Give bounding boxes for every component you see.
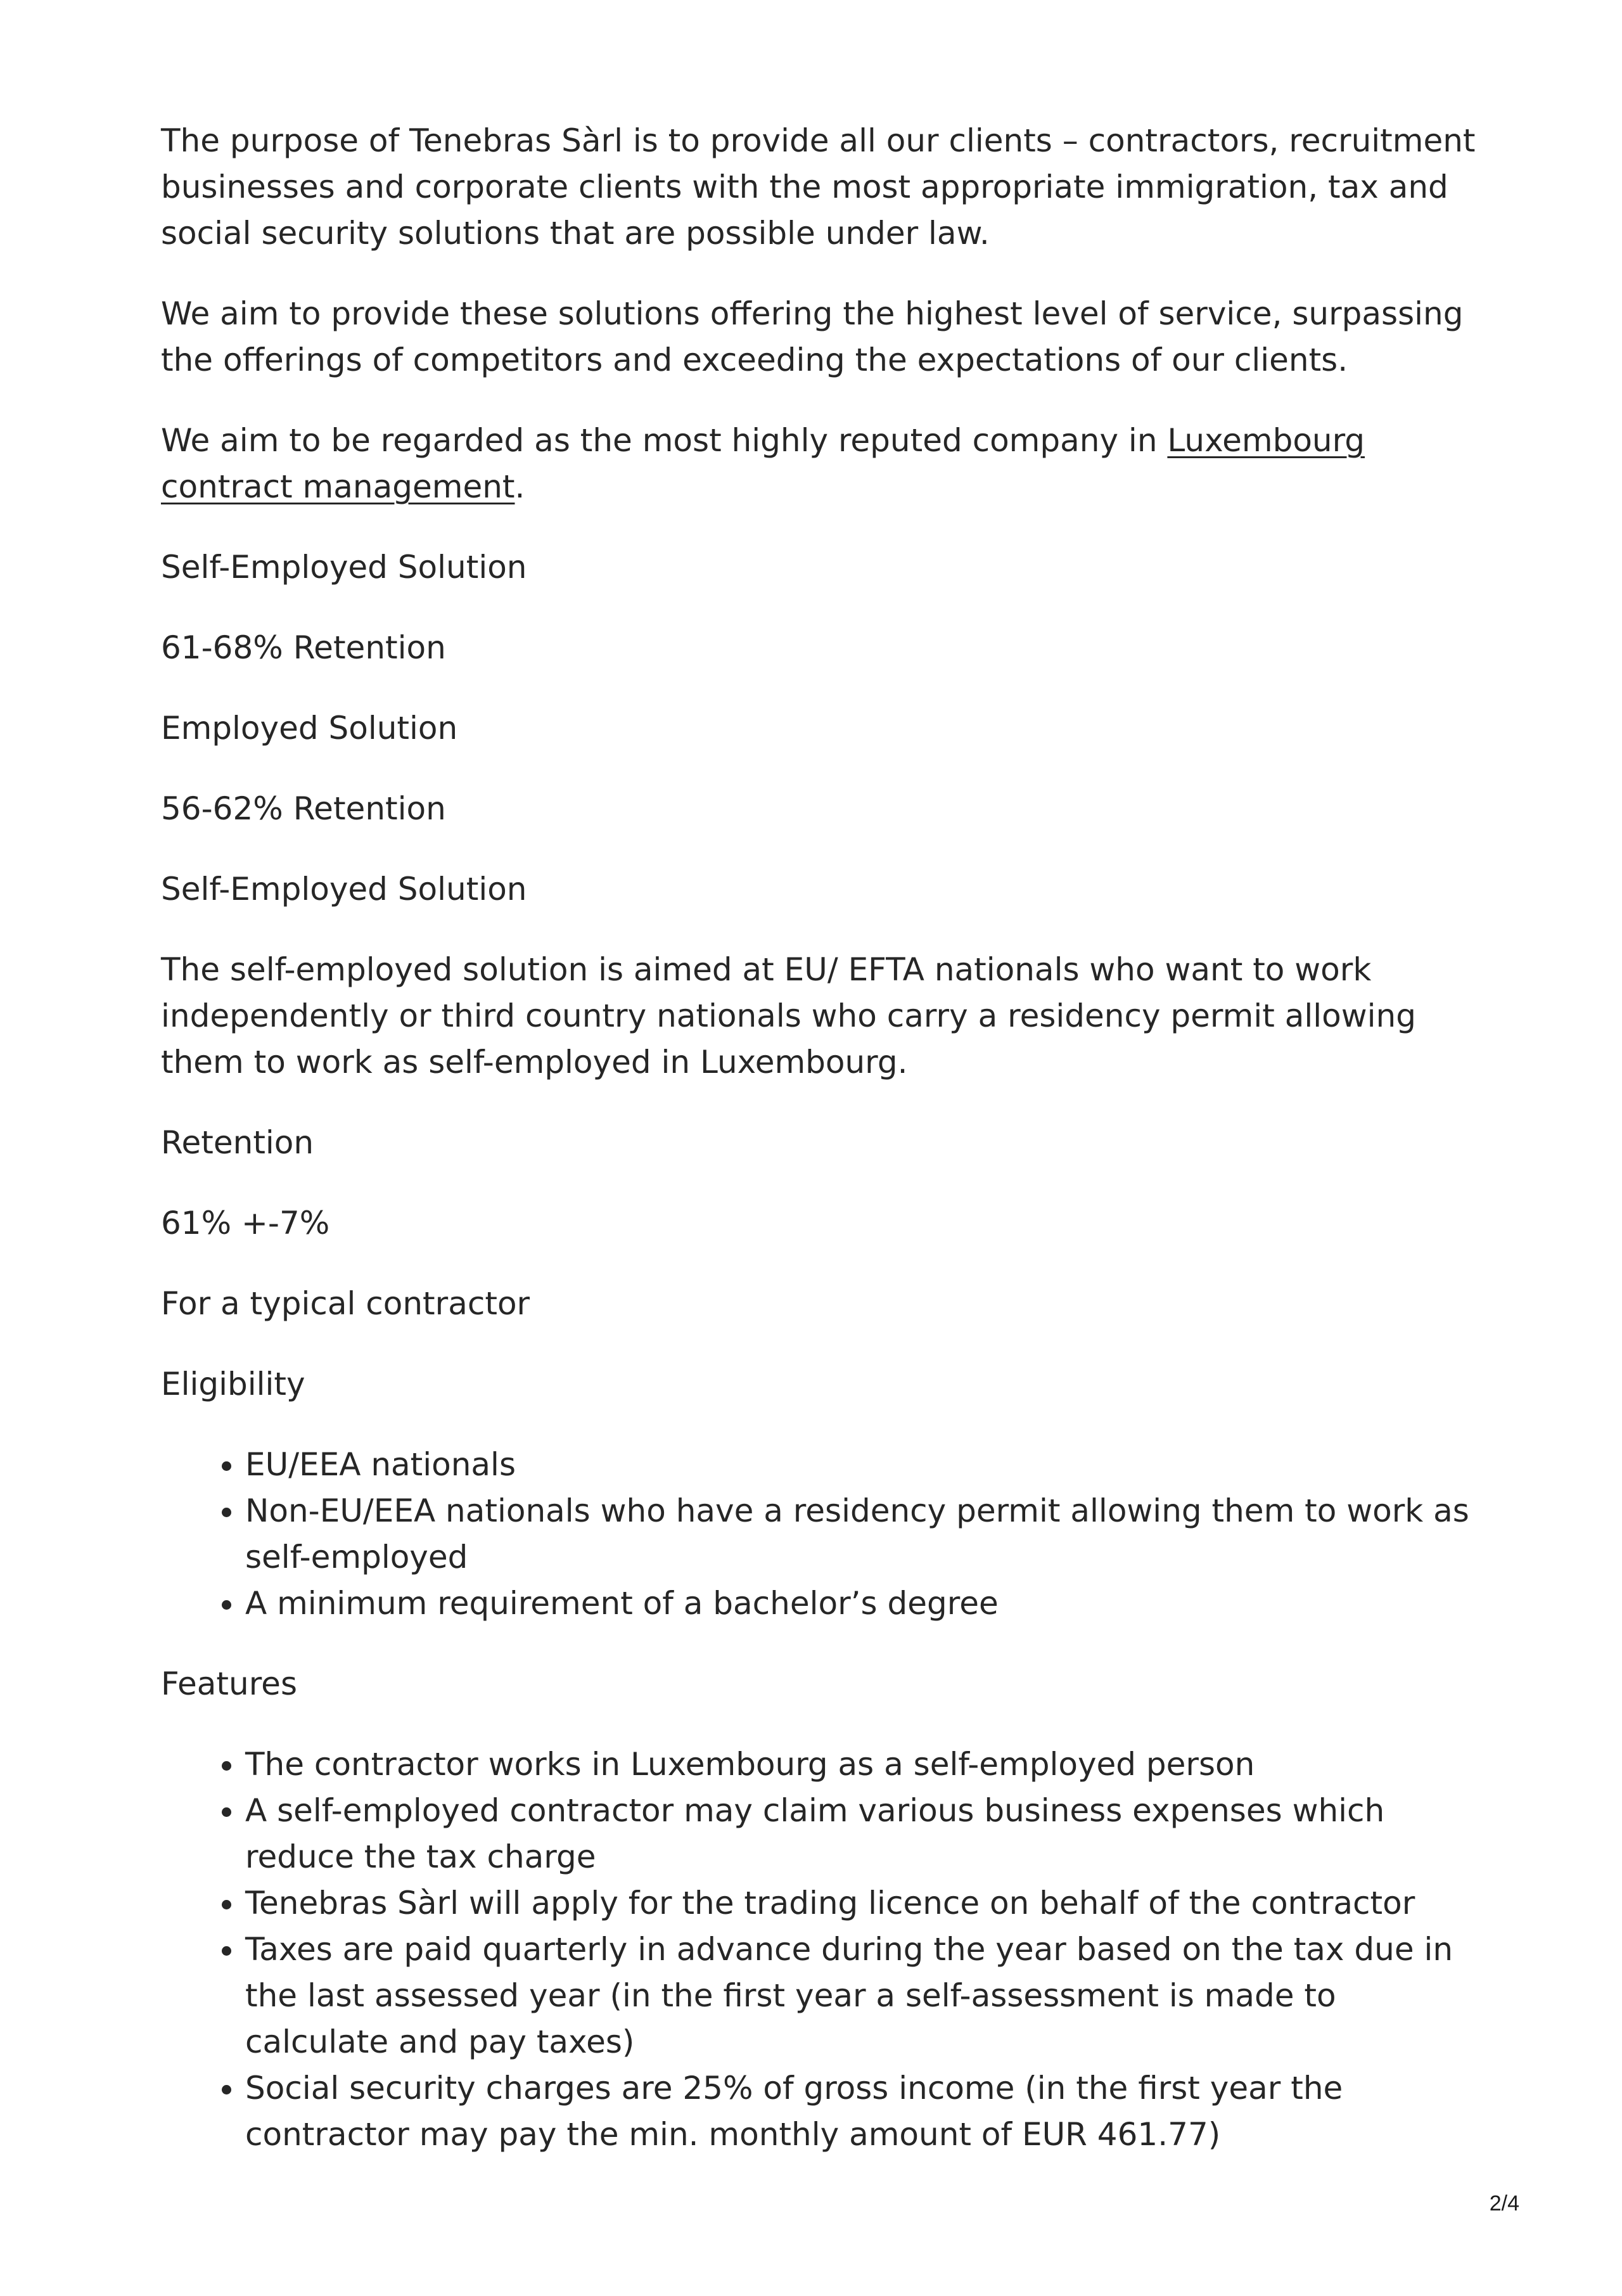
luxembourg-contract-management-link[interactable]: Luxembourg contract management <box>161 422 1365 505</box>
self-employed-description: The self-employed solution is aimed at EU/ EFTA nationals who want to work independently or third country nationals who carry a residency permit allowing them to work as self-employed in Luxembourg. <box>161 951 1416 1081</box>
list-item: • The contractor works in Luxembourg as a self-employed person <box>245 1741 1479 1788</box>
eligibility-label: Eligibility <box>161 1366 305 1402</box>
retention-label: Retention <box>161 1124 314 1161</box>
reputation-text: We aim to be regarded as the most highly reputed company in <box>161 422 1168 459</box>
summary-employed-retention: 56-62% Retention <box>161 790 446 827</box>
list-item: • A minimum requirement of a bachelor’s degree <box>245 1581 1479 1627</box>
features-list <box>161 1741 1479 2158</box>
list-item: • Non-EU/EEA nationals who have a residency permit allowing them to work as self-employed <box>245 1488 1479 1581</box>
summary-self-employed-label: Self-Employed Solution <box>161 549 527 586</box>
list-item: • Taxes are paid quarterly in advance during the year based on the tax due in the last assessed year (in the first year a self-assessment is made to calculate and pay taxes) <box>245 1927 1479 2065</box>
eligibility-list <box>161 1442 1479 1627</box>
reputation-period: . <box>514 468 525 505</box>
intro-paragraph-reputation <box>161 418 1479 510</box>
summary-self-employed-retention: 61-68% Retention <box>161 629 446 666</box>
retention-note: For a typical contractor <box>161 1285 530 1322</box>
list-item: • A self-employed contractor may claim various business expenses which reduce the tax charge <box>245 1788 1479 1880</box>
summary-employed-label: Employed Solution <box>161 710 458 747</box>
features-label: Features <box>161 1665 297 1702</box>
list-item: • Social security charges are 25% of gross income (in the first year the contractor may pay the min. monthly amount of EUR 461.77) <box>245 2065 1479 2158</box>
list-item: • Tenebras Sàrl will apply for the trading licence on behalf of the contractor <box>245 1880 1479 1927</box>
list-item: • EU/EEA nationals <box>245 1442 1479 1488</box>
page-content <box>161 118 1479 2192</box>
retention-value: 61% +-7% <box>161 1205 330 1241</box>
self-employed-heading: Self-Employed Solution <box>161 871 527 907</box>
page-number: 2/4 <box>1489 2191 1519 2216</box>
intro-paragraph-purpose: The purpose of Tenebras Sàrl is to provide all our clients – contractors, recruitment businesses and corporate clients with the most appropriate immigration, tax and social security solutions that are possible under law. <box>161 122 1476 252</box>
intro-paragraph-service: We aim to provide these solutions offering the highest level of service, surpassing the offerings of competitors and exceeding the expectations of our clients. <box>161 295 1464 378</box>
